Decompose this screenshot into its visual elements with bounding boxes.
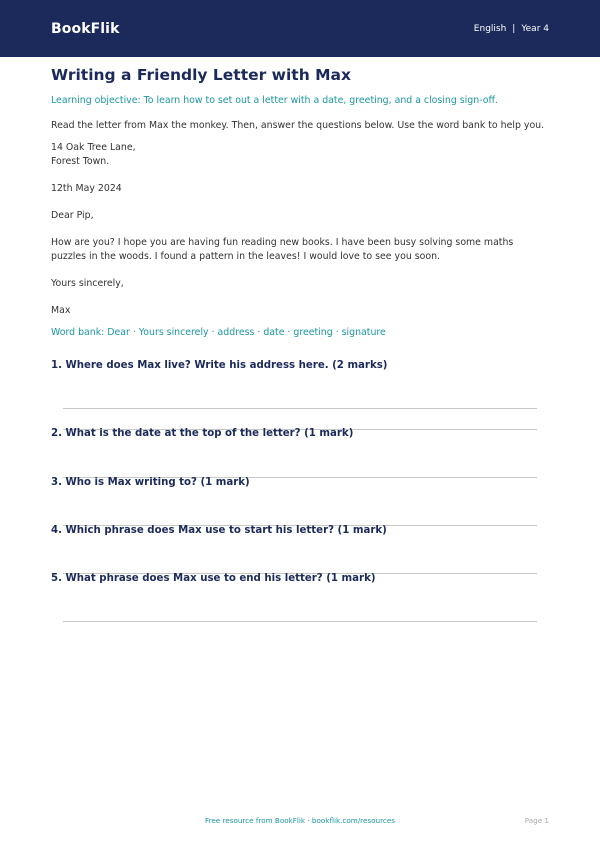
letter-signature: Max [51, 305, 71, 316]
page-title: Writing a Friendly Letter with Max [51, 66, 352, 84]
page-number: Page 1 [524, 816, 549, 825]
brand-logo: BookFlik [51, 20, 120, 37]
letter-date: 12th May 2024 [51, 183, 122, 194]
question-5: 5. What phrase does Max use to end his letter? (1 mark) [51, 573, 376, 584]
address-line-1: 14 Oak Tree Lane, [51, 142, 136, 153]
question-2: 2. What is the date at the top of the letter? (1 mark) [51, 428, 354, 439]
question-1: 1. Where does Max live? Write his address here. (2 marks) [51, 360, 388, 371]
worksheet-content [51, 66, 551, 360]
subject-label: English [473, 23, 507, 34]
subject-year [474, 24, 549, 34]
answer-line-5[interactable] [63, 621, 537, 622]
answer-line-1a[interactable] [63, 408, 537, 409]
question-4: 4. Which phrase does Max use to start his letter? (1 mark) [51, 525, 387, 536]
letter-closing: Yours sincerely, [51, 278, 124, 289]
letter-address [51, 141, 551, 169]
word-bank: Word bank: Dear · Yours sincerely · address · date · greeting · signature [51, 327, 386, 338]
instructions: Read the letter from Max the monkey. Then, answer the questions below. Use the word bank to help you. [51, 120, 545, 131]
learning-objective: Learning objective: To learn how to set out a letter with a date, greeting, and a closing sign-off. [51, 95, 498, 106]
footer-credit: Free resource from BookFlik · bookflik.com/resources [204, 816, 396, 825]
letter-greeting: Dear Pip, [51, 210, 94, 221]
letter-body: How are you? I hope you are having fun reading new books. I have been busy solving some maths puzzles in the woods. I found a pattern in the leaves! I would love to see you soon. [51, 237, 514, 262]
meta-separator: | [512, 23, 516, 34]
page-header [0, 0, 600, 57]
question-3: 3. Who is Max writing to? (1 mark) [51, 477, 250, 488]
address-line-2: Forest Town. [51, 156, 110, 167]
year-label: Year 4 [521, 23, 549, 34]
